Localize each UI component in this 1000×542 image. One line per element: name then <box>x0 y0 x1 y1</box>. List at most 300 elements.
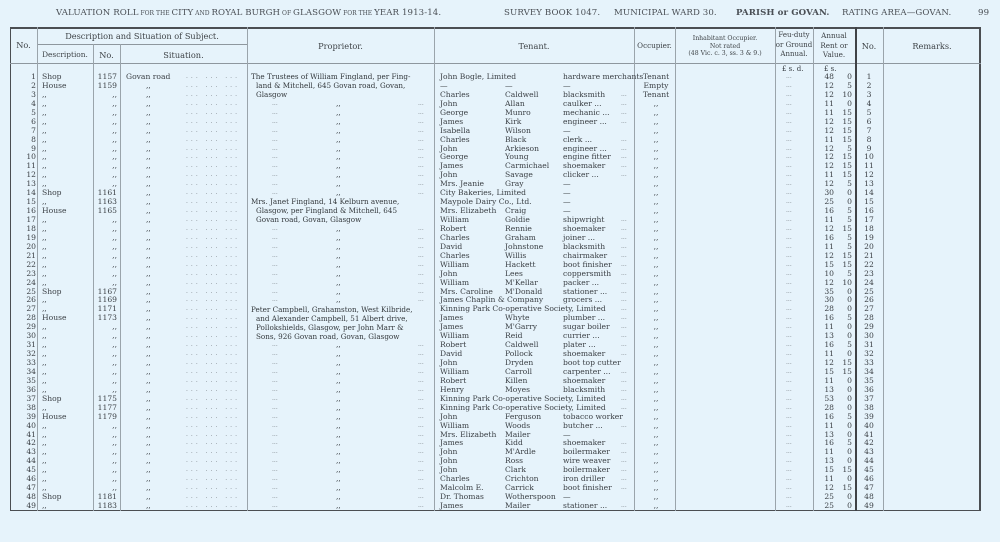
leader-dots: ... ... ... <box>186 493 240 501</box>
tenant-first-name: Charles <box>440 134 470 144</box>
proprietor-ditto: ,, <box>336 143 341 153</box>
entry-number: 44 <box>26 456 36 466</box>
entry-number-right: 24 <box>864 277 874 287</box>
occupier-status: ,, <box>653 313 659 323</box>
proprietor-ditto: ,, <box>336 98 341 108</box>
page-header <box>0 8 1000 22</box>
street-number: ,, <box>112 420 117 430</box>
entry-number-right: 13 <box>864 179 874 189</box>
situation: ,, <box>146 366 151 376</box>
leader-dots: ... <box>418 224 424 232</box>
col-header-tenant: Tenant. <box>518 41 550 51</box>
rent-pounds: 11 <box>824 322 834 332</box>
feu-duty-value: ... <box>786 162 792 170</box>
entry-number-right: 35 <box>864 375 874 385</box>
entry-number: 45 <box>26 465 36 475</box>
rent-shillings: 15 <box>842 134 852 144</box>
situation: ,, <box>146 89 151 99</box>
tenant-surname: Wilson <box>505 125 531 135</box>
street-number: ,, <box>112 366 117 376</box>
feu-duty-value: ... <box>786 341 792 349</box>
col-header-situation: Situation. <box>163 50 204 60</box>
leader-dots: ... <box>418 108 424 116</box>
leader-dots: ... <box>621 502 627 509</box>
title-part: YEAR 1913-14. <box>374 8 442 18</box>
street-number: 1165 <box>97 206 117 216</box>
tenant-first-name: Mrs. Jeanie <box>440 179 485 189</box>
situation: ,, <box>146 501 151 510</box>
entry-number: 7 <box>31 125 36 135</box>
description: ,, <box>42 483 47 493</box>
rent-pounds: 13 <box>824 384 834 394</box>
leader-dots: ... <box>621 314 627 322</box>
leader-dots: ... <box>418 466 424 474</box>
entry-number: 19 <box>26 232 36 242</box>
description: ,, <box>42 107 47 117</box>
description: ,, <box>42 366 47 376</box>
tenant-occupation: — <box>563 125 571 135</box>
entry-number: 39 <box>26 411 36 421</box>
tenant-occupation: plumber ... <box>563 313 606 323</box>
leader-dots: ... <box>272 171 278 179</box>
leader-dots: ... <box>272 242 278 250</box>
tenant-first-name: Mrs. Elizabeth <box>440 206 497 216</box>
leader-dots: ... <box>418 99 424 107</box>
rent-pounds: 35 <box>824 286 834 296</box>
entry-number-right: 31 <box>864 340 874 350</box>
leader-dots: ... ... ... <box>186 251 240 259</box>
leader-dots: ... <box>272 502 278 509</box>
tenant-name: John Bogle, Limited <box>440 72 517 81</box>
description: ,, <box>42 277 47 287</box>
rent-shillings: 0 <box>847 349 852 359</box>
proprietor-ditto: ,, <box>336 170 341 180</box>
proprietor-ditto: ,, <box>336 286 341 296</box>
leader-dots: ... <box>621 287 627 295</box>
leader-dots: ... <box>621 108 627 116</box>
rent-shillings: 0 <box>847 456 852 466</box>
rent-shillings: 5 <box>847 313 852 323</box>
feu-units: £ s. d. <box>782 65 804 73</box>
occupier-status: ,, <box>653 420 659 430</box>
entry-number: 8 <box>31 134 36 144</box>
col-header-no-right: No. <box>861 41 877 51</box>
rent-shillings: 0 <box>847 402 852 412</box>
leader-dots: ... ... ... <box>186 350 240 358</box>
street-number: ,, <box>112 89 117 99</box>
leader-dots: ... <box>418 376 424 384</box>
entry-number: 20 <box>26 241 36 251</box>
leader-dots: ... <box>272 135 278 143</box>
rent-shillings: 0 <box>847 188 852 198</box>
entry-number-right: 28 <box>864 313 874 323</box>
feu-duty-value: ... <box>786 350 792 358</box>
tenant-name: Kinning Park Co-operative Society, Limited <box>440 304 606 314</box>
tenant-surname: Goldie <box>505 215 530 224</box>
rent-pounds: 11 <box>824 215 834 224</box>
entry-number-right: 47 <box>864 483 874 493</box>
proprietor-ditto: ,, <box>336 125 341 135</box>
leader-dots: ... ... ... <box>186 108 240 116</box>
leader-dots: ... <box>418 412 424 420</box>
occupier-status: ,, <box>653 492 659 502</box>
tenant-first-name: Henry <box>440 384 464 394</box>
rent-shillings: 15 <box>842 125 852 135</box>
leader-dots: ... <box>418 457 424 465</box>
occupier-status: ,, <box>653 286 659 296</box>
leader-dots: ... <box>418 493 424 501</box>
tenant-first-name: Charles <box>440 89 470 99</box>
valuation-rows <box>0 73 1000 511</box>
leader-dots: ... ... ... <box>186 439 240 447</box>
feu-duty-value: ... <box>786 216 792 223</box>
situation: ,, <box>146 411 151 421</box>
description: Shop <box>42 286 62 296</box>
rent-shillings: 15 <box>842 366 852 376</box>
tenant-occupation: joiner ... <box>563 232 596 242</box>
tenant-first-name: Mrs. Caroline <box>440 286 493 296</box>
street-number: 1161 <box>97 188 117 198</box>
rent-pounds: 11 <box>824 447 834 457</box>
occupier-status: ,, <box>653 295 659 305</box>
entry-number: 41 <box>26 429 36 439</box>
entry-number: 15 <box>26 197 36 207</box>
situation: ,, <box>146 492 151 502</box>
leader-dots: ... <box>621 439 627 447</box>
situation: ,, <box>146 286 151 296</box>
description: ,, <box>42 197 47 207</box>
leader-dots: ... ... ... <box>186 207 240 215</box>
entry-number: 4 <box>31 98 36 108</box>
tenant-first-name: Robert <box>440 340 467 350</box>
leader-dots: ... <box>272 189 278 197</box>
col-header-inhabitant <box>675 35 775 58</box>
description: ,, <box>42 331 47 341</box>
street-number: ,, <box>112 375 117 385</box>
feu-duty-value: ... <box>786 233 792 241</box>
tenant-occupation: — <box>563 80 571 90</box>
tenant-first-name: Malcolm E. <box>440 483 484 493</box>
tenant-first-name: John <box>440 447 458 457</box>
leader-dots: ... <box>272 412 278 420</box>
leader-dots: ... ... ... <box>186 189 240 197</box>
entry-number: 27 <box>26 304 36 314</box>
tenant-occupation: currier ... <box>563 331 600 341</box>
tenant-occupation: — <box>563 188 571 198</box>
leader-dots: ... <box>621 224 627 232</box>
rent-pounds: 11 <box>824 170 834 180</box>
situation: ,, <box>146 223 151 233</box>
rent-pounds: 12 <box>824 179 834 189</box>
street-number: ,, <box>112 268 117 278</box>
leader-dots: ... <box>418 394 424 402</box>
leader-dots: ... <box>621 457 627 465</box>
situation: ,, <box>146 152 151 162</box>
feu-duty-value: ... <box>786 126 792 134</box>
occupier-status: ,, <box>653 384 659 394</box>
leader-dots: ... <box>272 108 278 116</box>
street-number: 1173 <box>97 313 117 323</box>
rent-pounds: 53 <box>824 393 834 403</box>
tenant-occupation: plater ... <box>563 340 596 350</box>
leader-dots: ... <box>272 457 278 465</box>
leader-dots: ... <box>418 367 424 375</box>
feu-duty-value: ... <box>786 207 792 215</box>
leader-dots: ... <box>418 233 424 241</box>
feu-duty-value: ... <box>786 439 792 447</box>
occupier-status: ,, <box>653 331 659 341</box>
inhabitant-line-1: Inhabitant Occupier. <box>692 35 758 42</box>
occupier-status: ,, <box>653 107 659 117</box>
leader-dots: ... ... ... <box>186 367 240 375</box>
street-number: 1175 <box>97 393 117 403</box>
col-header-number: No. <box>99 50 114 60</box>
entry-number-right: 18 <box>864 223 874 233</box>
entry-number-right: 25 <box>864 286 874 296</box>
tenant-surname: M'Garry <box>505 322 538 332</box>
description: ,, <box>42 456 47 466</box>
entry-number: 23 <box>26 268 36 278</box>
tenant-first-name: William <box>440 366 470 376</box>
feu-duty-value: ... <box>786 198 792 206</box>
inhabitant-line-3: (48 Vic. c. 3, ss. 3 & 9.) <box>688 50 762 58</box>
leader-dots: ... <box>272 296 278 304</box>
rent-shillings: 0 <box>847 304 852 314</box>
proprietor-ditto: ,, <box>336 295 341 305</box>
tenant-occupation: boot finisher <box>563 259 612 269</box>
description: ,, <box>42 375 47 385</box>
street-number: ,, <box>112 125 117 135</box>
entry-number-right: 42 <box>864 438 874 448</box>
leader-dots: ... <box>621 484 627 492</box>
description: ,, <box>42 429 47 439</box>
rent-shillings: 15 <box>842 483 852 493</box>
tenant-first-name: John <box>440 143 458 153</box>
rent-shillings: 0 <box>847 375 852 385</box>
rent-shillings: 5 <box>847 438 852 448</box>
leader-dots: ... <box>272 269 278 277</box>
street-number: ,, <box>112 384 117 394</box>
tenant-occupation: stationer ... <box>563 286 608 296</box>
feu-duty-value: ... <box>786 287 792 295</box>
rent-shillings: 5 <box>847 179 852 189</box>
tenant-occupation: packer ... <box>563 277 600 287</box>
street-number: ,, <box>112 259 117 269</box>
street-number: ,, <box>112 465 117 475</box>
situation: ,, <box>146 277 151 287</box>
street-number: ,, <box>112 456 117 466</box>
street-number: ,, <box>112 331 117 341</box>
leader-dots: ... <box>418 359 424 366</box>
situation: ,, <box>146 438 151 448</box>
leader-dots: ... ... ... <box>186 242 240 250</box>
feu-duty-value: ... <box>786 144 792 152</box>
inhabitant-line-2: Not rated <box>709 42 741 50</box>
leader-dots: ... <box>418 153 424 161</box>
rent-pounds: 11 <box>824 134 834 144</box>
description: ,, <box>42 340 47 350</box>
leader-dots: ... <box>621 242 627 250</box>
entry-number: 24 <box>26 277 36 287</box>
entry-number-right: 27 <box>864 304 874 314</box>
situation: ,, <box>146 331 151 341</box>
rent-pounds: 28 <box>824 402 834 412</box>
rent-pounds: 16 <box>824 411 834 421</box>
rent-pounds: 11 <box>824 107 834 117</box>
tenant-occupation: boilermaker <box>563 447 610 457</box>
leader-dots: ... <box>272 430 278 438</box>
street-number: ,, <box>112 474 117 484</box>
tenant-first-name: John <box>440 268 458 278</box>
description: ,, <box>42 161 47 171</box>
entry-number: 32 <box>26 349 36 359</box>
situation: ,, <box>146 197 151 207</box>
tenant-surname: Savage <box>505 170 533 180</box>
entry-number-right: 41 <box>864 429 874 439</box>
situation: ,, <box>146 170 151 180</box>
proprietor-ditto: ,, <box>336 232 341 242</box>
occupier-status: ,, <box>653 358 659 367</box>
leader-dots: ... ... ... <box>186 466 240 474</box>
description: ,, <box>42 125 47 135</box>
tenant-first-name: Robert <box>440 375 467 385</box>
leader-dots: ... <box>621 341 627 349</box>
occupier-status: Empty <box>643 80 669 90</box>
rent-shillings: 5 <box>847 340 852 350</box>
entry-number-right: 19 <box>864 232 874 242</box>
title-part: ROYAL BURGH <box>211 8 281 18</box>
rent-pounds: 25 <box>824 501 834 510</box>
leader-dots: ... <box>621 296 627 304</box>
feu-duty-value: ... <box>786 180 792 188</box>
entry-number-right: 38 <box>864 402 874 412</box>
feu-duty-value: ... <box>786 359 792 366</box>
feu-duty-value: ... <box>786 421 792 429</box>
description: ,, <box>42 358 47 367</box>
feu-duty-value: ... <box>786 135 792 143</box>
feu-duty-value: ... <box>786 457 792 465</box>
occupier-status: ,, <box>653 366 659 376</box>
proprietor-ditto: ,, <box>336 259 341 269</box>
rent-pounds: 12 <box>824 483 834 493</box>
title-part: FOR THE <box>341 10 375 17</box>
feu-duty-value: ... <box>786 475 792 483</box>
col-header-annual-rent <box>813 31 855 60</box>
description: Shop <box>42 492 62 502</box>
street-number: ,, <box>112 232 117 242</box>
tenant-surname: M'Donald <box>505 286 543 296</box>
street-number: 1169 <box>97 295 117 305</box>
tenant-surname: Graham <box>505 232 536 242</box>
street-number: ,, <box>112 107 117 117</box>
tenant-first-name: Dr. Thomas <box>440 492 484 502</box>
proprietor-ditto: ,, <box>336 420 341 430</box>
description: ,, <box>42 349 47 359</box>
feu-duty-value: ... <box>786 466 792 474</box>
rent-shillings: 0 <box>847 384 852 394</box>
leader-dots: ... ... ... <box>186 314 240 322</box>
description: ,, <box>42 295 47 305</box>
street-number: ,, <box>112 340 117 350</box>
situation: ,, <box>146 268 151 278</box>
proprietor-ditto: ,, <box>336 384 341 394</box>
leader-dots: ... ... ... <box>186 341 240 349</box>
rent-shillings: 0 <box>847 331 852 341</box>
feu-duty-value: ... <box>786 314 792 322</box>
tenant-surname: Mailer <box>505 429 531 439</box>
entry-number-right: 10 <box>864 152 874 162</box>
entry-number-right: 48 <box>864 492 874 502</box>
proprietor-ditto: ,, <box>336 107 341 117</box>
entry-number: 31 <box>26 340 36 350</box>
leader-dots: ... <box>418 117 424 125</box>
tenant-surname: Whyte <box>505 313 530 323</box>
entry-number: 14 <box>26 188 36 198</box>
occupier-status: ,, <box>653 197 659 207</box>
occupier-status: ,, <box>653 161 659 171</box>
entry-number-right: 40 <box>864 420 874 430</box>
leader-dots: ... <box>272 359 278 366</box>
rent-pounds: 13 <box>824 429 834 439</box>
description: ,, <box>42 322 47 332</box>
feu-duty-value: ... <box>786 251 792 259</box>
street-number: 1171 <box>97 304 117 314</box>
tenant-occupation: hardware merchants <box>563 72 644 81</box>
entry-number-right: 3 <box>866 89 872 99</box>
feu-duty-value: ... <box>786 448 792 456</box>
proprietor-ditto: ,, <box>336 402 341 412</box>
feu-line-2: or Ground <box>775 40 813 49</box>
tenant-occupation: — <box>563 429 571 439</box>
tenant-occupation: mechanic ... <box>563 107 610 117</box>
rent-shillings: 0 <box>847 393 852 403</box>
description: ,, <box>42 152 47 162</box>
rent-shillings: 15 <box>842 259 852 269</box>
feu-duty-value: ... <box>786 412 792 420</box>
tenant-occupation: iron driller <box>563 474 605 484</box>
tenant-occupation: chairmaker <box>563 250 608 260</box>
feu-duty-value: ... <box>786 269 792 277</box>
tenant-surname: Allan <box>505 98 525 108</box>
entry-number-right: 7 <box>866 125 872 135</box>
rent-shillings: 10 <box>842 277 852 287</box>
tenant-occupation: boot top cutter <box>563 358 621 367</box>
street-number: ,, <box>112 358 117 367</box>
rent-pounds: 11 <box>824 375 834 385</box>
leader-dots: ... <box>418 126 424 134</box>
occupier-status: ,, <box>653 215 659 224</box>
occupier-status: Tenant <box>642 89 670 99</box>
tenant-occupation: boot finisher <box>563 483 612 493</box>
entry-number-right: 14 <box>864 188 874 198</box>
leader-dots: ... ... ... <box>186 421 240 429</box>
entry-number-right: 39 <box>864 411 874 421</box>
rent-shillings: 0 <box>847 447 852 457</box>
description: ,, <box>42 170 47 180</box>
leader-dots: ... <box>621 216 627 223</box>
proprietor-ditto: ,, <box>336 277 341 287</box>
leader-dots: ... <box>621 162 627 170</box>
entry-number: 36 <box>26 384 36 394</box>
leader-dots: ... ... ... <box>186 502 240 509</box>
rent-shillings: 5 <box>847 80 852 90</box>
leader-dots: ... <box>418 189 424 197</box>
tenant-first-name: William <box>440 277 470 287</box>
rent-pounds: 13 <box>824 331 834 341</box>
feu-line-1: Feu-duty <box>778 31 810 39</box>
feu-duty-value: ... <box>786 278 792 286</box>
tenant-surname: Kidd <box>505 438 523 448</box>
